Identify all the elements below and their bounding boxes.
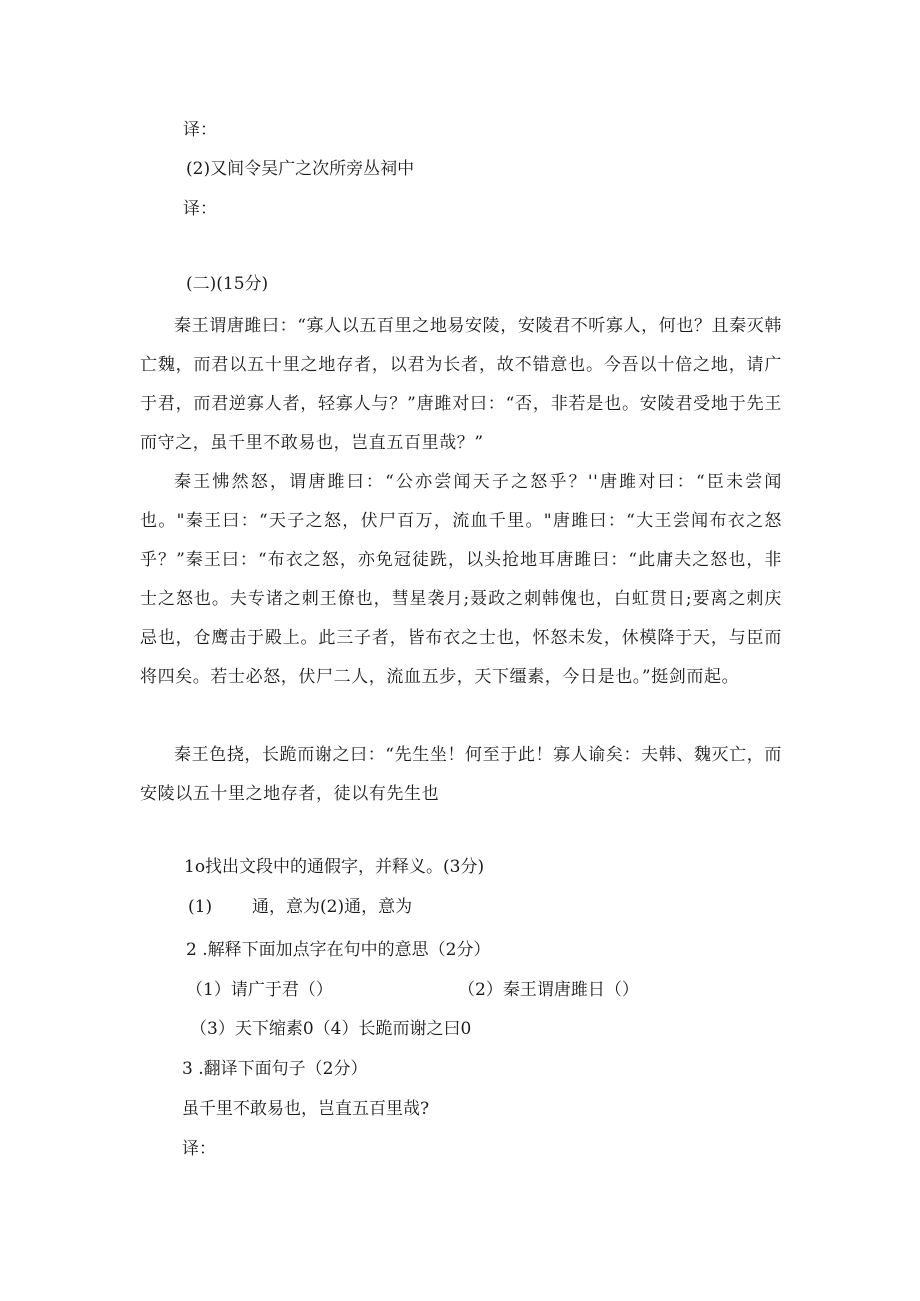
passage-paragraph-3: 秦王色挠，长跪而谢之曰：“先生坐！何至于此！寡人谕矣：夫韩、魏灭亡，而安陵以五十里之地存者，徒以有先生也: [140, 745, 782, 804]
translation-label-2: 译：: [183, 199, 217, 219]
question-1-title: 1o找出文段中的通假字，并释义。(3分): [184, 857, 485, 877]
question-3-sentence: 虽千里不敢易也，岂直五百里哉?: [182, 1099, 430, 1119]
translation-label-3: 译：: [182, 1139, 216, 1159]
question-3-title: 3 .翻译下面句子（2分）: [182, 1059, 368, 1079]
question-2-title: 2 .解释下面加点字在句中的意思（2分）: [186, 940, 491, 960]
question-2-item-1: （1）请广于君（）: [186, 980, 333, 1000]
section-heading: (二)(15分): [186, 274, 269, 294]
question-1-item-1: (1): [188, 897, 213, 917]
question-1-item-rest: 通，意为(2)通，意为: [252, 897, 413, 917]
passage-paragraph-1: 秦王谓唐雎曰：“寡人以五百里之地易安陵，安陵君不听寡人，何也？且秦灭韩亡魏，而君以五十里之地存者，以君为长者，故不错意也。今吾以十倍之地，请广于君，而君逆寡人者，轻寡人与？”唐雎对曰：“否，非若是也。安陵君受地于先王而守之，虽千里不敢易也，岂直五百里哉？”: [140, 316, 782, 453]
question-2-item-2: （2）秦王谓唐雎日（）: [458, 980, 639, 1000]
question-sentence-2: (2)又间令吴广之次所旁丛祠中: [186, 159, 415, 179]
question-2-item-3-4: （3）天下缩素0（4）长跪而谢之曰0: [190, 1019, 472, 1039]
translation-label-1: 译：: [183, 120, 217, 140]
passage-paragraph-2: 秦王怫然怒，谓唐雎曰：“公亦尝闻天子之怒乎？''唐雎对曰：“臣未尝闻也。"秦王曰：“天子之怒，伏尸百万，流血千里。"唐雎曰：“大王尝闻布衣之怒乎？”秦王曰：“布衣之怒，亦免冠徒跣，以头抢地耳唐雎曰：“此庸夫之怒也，非士之怒也。夫专诸之刺王僚也，彗星袭月;聂政之刺韩傀也，白虹贯日;要离之刺庆忌也，仓鹰击于殿上。此三子者，皆布衣之士也，怀怒未发，休模降于天，与臣而将四矣。若士必怒，伏尸二人，流血五步，天下缰素，今日是也。”挺剑而起。: [140, 472, 782, 687]
